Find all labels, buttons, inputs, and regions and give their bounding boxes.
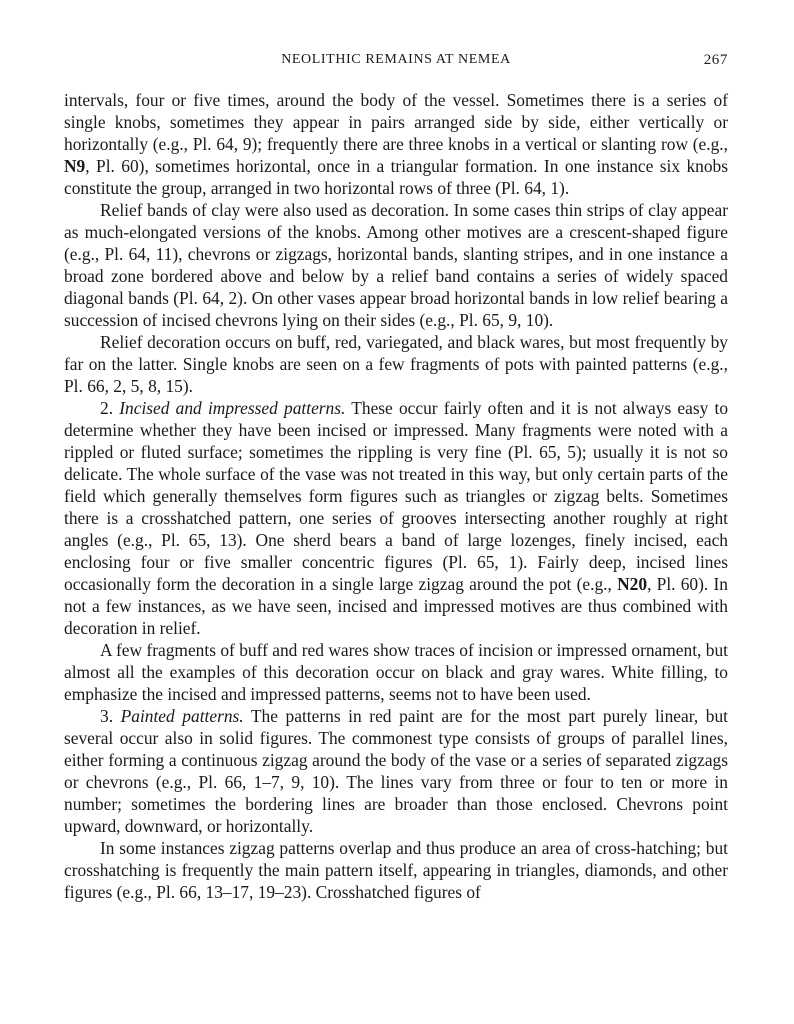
section-heading-painted: Painted patterns.	[120, 706, 244, 726]
section-number-3: 3.	[100, 706, 121, 726]
page	[64, 52, 728, 903]
body-text	[64, 89, 728, 903]
paragraph-6	[64, 705, 728, 837]
paragraph-1-text-c: , Pl. 60), sometimes horizontal, once in a triangular formation. In one instance six knobs constitute the group, arranged in two horizontal rows of three (Pl. 64, 1).	[64, 156, 728, 198]
paragraph-1	[64, 89, 728, 199]
paragraph-4-text-a: These occur fairly often and it is not always easy to determine whether they have been incised or impressed. Many fragments were noted with a rippled or fluted surface; sometimes the rippling is very fine (Pl. 65, 5); usually it is not so delicate. The whole surface of the vase was not treated in this way, but only certain parts of the field which generally themselves form figures such as triangles or zigzag belts. Sometimes there is a crosshatched pattern, one series of grooves intersecting another roughly at right angles (e.g., Pl. 65, 13). One sherd bears a band of large lozenges, finely incised, each enclosing four or five smaller concentric figures (Pl. 65, 1). Fairly deep, incised lines occasionally form the decoration in a single large zigzag around the pot (e.g.,	[64, 398, 729, 594]
paragraph-5: A few fragments of buff and red wares show traces of incision or impressed ornament, but almost all the examples of this decoration occur on black and gray wares. White filling, to emphasize the incised and impressed patterns, seems not to have been used.	[64, 640, 728, 704]
ref-n20: N20	[617, 574, 648, 594]
paragraph-7: In some instances zigzag patterns overlap and thus produce an area of cross-hatching; but crosshatching is frequently the main pattern itself, appearing in triangles, diamonds, and other figures (e.g., Pl. 66, 13–17, 19–23). Crosshatched figures of	[64, 838, 728, 902]
paragraph-2: Relief bands of clay were also used as decoration. In some cases thin strips of clay appear as much-elongated versions of the knobs. Among other motives are a crescent-shaped figure (e.g., Pl. 64, 11), chevrons or zigzags, horizontal bands, slanting stripes, and in one instance a broad zone bordered above and below by a relief band contains a series of widely spaced diagonal bands (Pl. 64, 2). On other vases appear broad horizontal bands in low relief bearing a succession of incised chevrons lying on their sides (e.g., Pl. 65, 9, 10).	[64, 200, 728, 330]
running-header	[64, 52, 728, 78]
paragraph-4-text-c: , Pl. 60). In not a few instances, as we have seen, incised and impressed motives are thus combined with decoration in relief.	[64, 574, 728, 638]
section-heading-incised: Incised and impressed patterns.	[119, 398, 346, 418]
paragraph-1-text-a: intervals, four or five times, around the body of the vessel. Sometimes there is a series of single knobs, sometimes they appear in pairs arranged side by side, either vertically or horizontally (e.g., Pl. 64, 9); frequently there are three knobs in a vertical or slanting row (e.g.,	[64, 90, 728, 154]
paragraph-6-text-a: The patterns in red paint are for the most part purely linear, but several occur also in solid figures. The commonest type consists of groups of parallel lines, either forming a continuous zigzag around the body of the vase or a series of separated zigzags or chevrons (e.g., Pl. 66, 1–7, 9, 10). The lines vary from three or four to ten or more in number; sometimes the bordering lines are broader than those enclosed. Chevrons point upward, downward, or horizontally.	[64, 706, 728, 836]
page-number: 267	[703, 52, 728, 68]
section-number-2: 2.	[100, 398, 120, 418]
paragraph-4	[64, 397, 728, 639]
ref-n9: N9	[64, 156, 86, 176]
running-title: NEOLITHIC REMAINS AT NEMEA	[281, 52, 511, 67]
paragraph-3: Relief decoration occurs on buff, red, variegated, and black wares, but most frequently by far on the latter. Single knobs are seen on a few fragments of pots with painted patterns (e.g., Pl. 66, 2, 5, 8, 15).	[64, 332, 728, 396]
